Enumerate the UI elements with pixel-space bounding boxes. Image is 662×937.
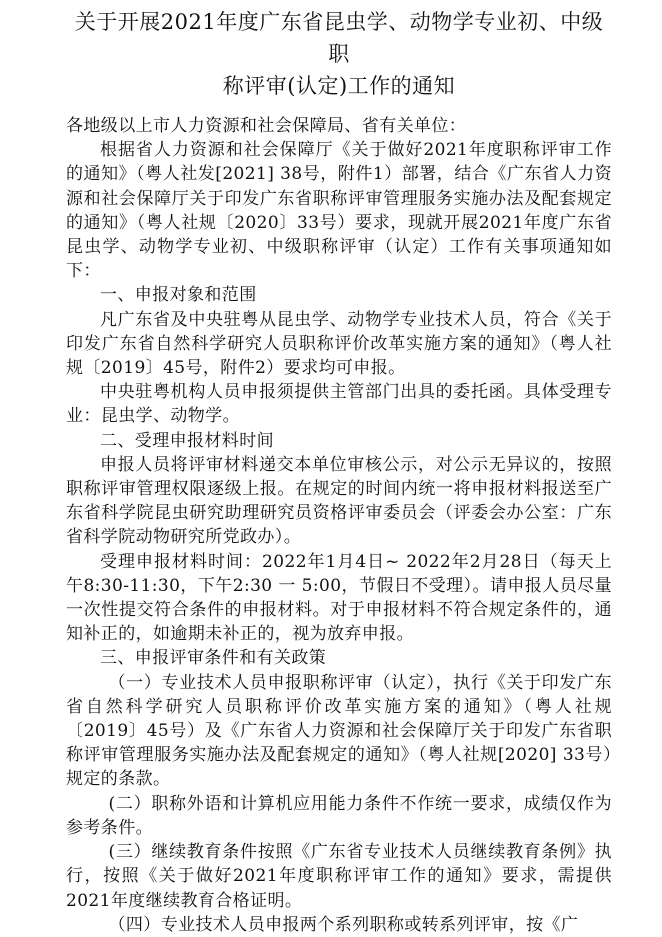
section-1-paragraph-2: 中央驻粤机构人员申报须提供主管部门出具的委托函。具体受理专业：昆虫学、动物学。 [66, 382, 612, 427]
section-3-heading: 三、申报评审条件和有关政策 [100, 648, 327, 669]
salutation: 各地级以上市人力资源和社会保障局、省有关单位： [66, 116, 467, 136]
section-3-item-1: （一）专业技术人员申报职称评审（认定），执行《关于印发广东省自然科学研究人员职称评价改革实施方案的通知》（粤人社规〔2019〕45号）及《广东省人力资源和社会保障厅关于印发广东省职称评审管理服务实施办法及配套规定的通知》（粤人社规[2020] 33号）规定的条款。 [66, 672, 612, 790]
section-2-paragraph-2: 受理申报材料时间：2022年1月4日~ 2022年2月28日（每天上午8:30-11:30，下午2:30 一 5:00，节假日不受理）。请申报人员尽量一次性提交符合条件的申报材料。对于申报材料不符合规定条件的，通知补正的，如逾期未补正的，视为放弃申报。 [66, 551, 612, 645]
section-1-heading: 一、申报对象和范围 [100, 285, 257, 306]
document-title [66, 6, 612, 102]
section-3-item-3: (三）继续教育条件按照《广东省专业技术人员继续教育条例》执行，按照《关于做好2021年度职称评审工作的通知》要求，需提供2021年度继续教育合格证明。 [66, 842, 612, 911]
section-2-paragraph-1: 申报人员将评审材料递交本单位审核公示，对公示无异议的，按照职称评审管理权限逐级上报。在规定的时间内统一将申报材料报送至广东省科学院昆虫研究助理研究员资格评审委员会（评委会办公室：广东省科学院动物研究所党政办）。 [66, 454, 612, 548]
section-2-heading: 二、受理申报材料时间 [100, 430, 274, 451]
section-1-paragraph-1: 凡广东省及中央驻粤从昆虫学、动物学专业技术人员，符合《关于印发广东省自然科学研究人员职称评价改革实施方案的通知》（粤人社规〔2019〕45号，附件2）要求均可申报。 [66, 309, 612, 379]
document-body [66, 114, 612, 937]
section-3-item-4: （四）专业技术人员申报两个系列职称或转系列评审，按《广 [108, 914, 579, 935]
section-3-item-2: (二）职称外语和计算机应用能力条件不作统一要求，成绩仅作为参考条件。 [66, 793, 612, 838]
intro-paragraph: 根据省人力资源和社会保障厅《关于做好2021年度职称评审工作的通知》（粤人社发[2021] 38号，附件1）部署，结合《广东省人力资源和社会保障厅关于印发广东省职称评审管理服务实施办法及配套规定的通知》（粤人社规〔2020〕33号）要求，现就开展2021年度广东省昆虫学、动物学专业初、中级职称评审（认定）工作有关事项通知如下： [66, 140, 612, 282]
title-line-2: 称评审(认定)工作的通知 [222, 74, 456, 98]
title-line-1: 关于开展2021年度广东省昆虫学、动物学专业初、中级职 [74, 10, 604, 66]
